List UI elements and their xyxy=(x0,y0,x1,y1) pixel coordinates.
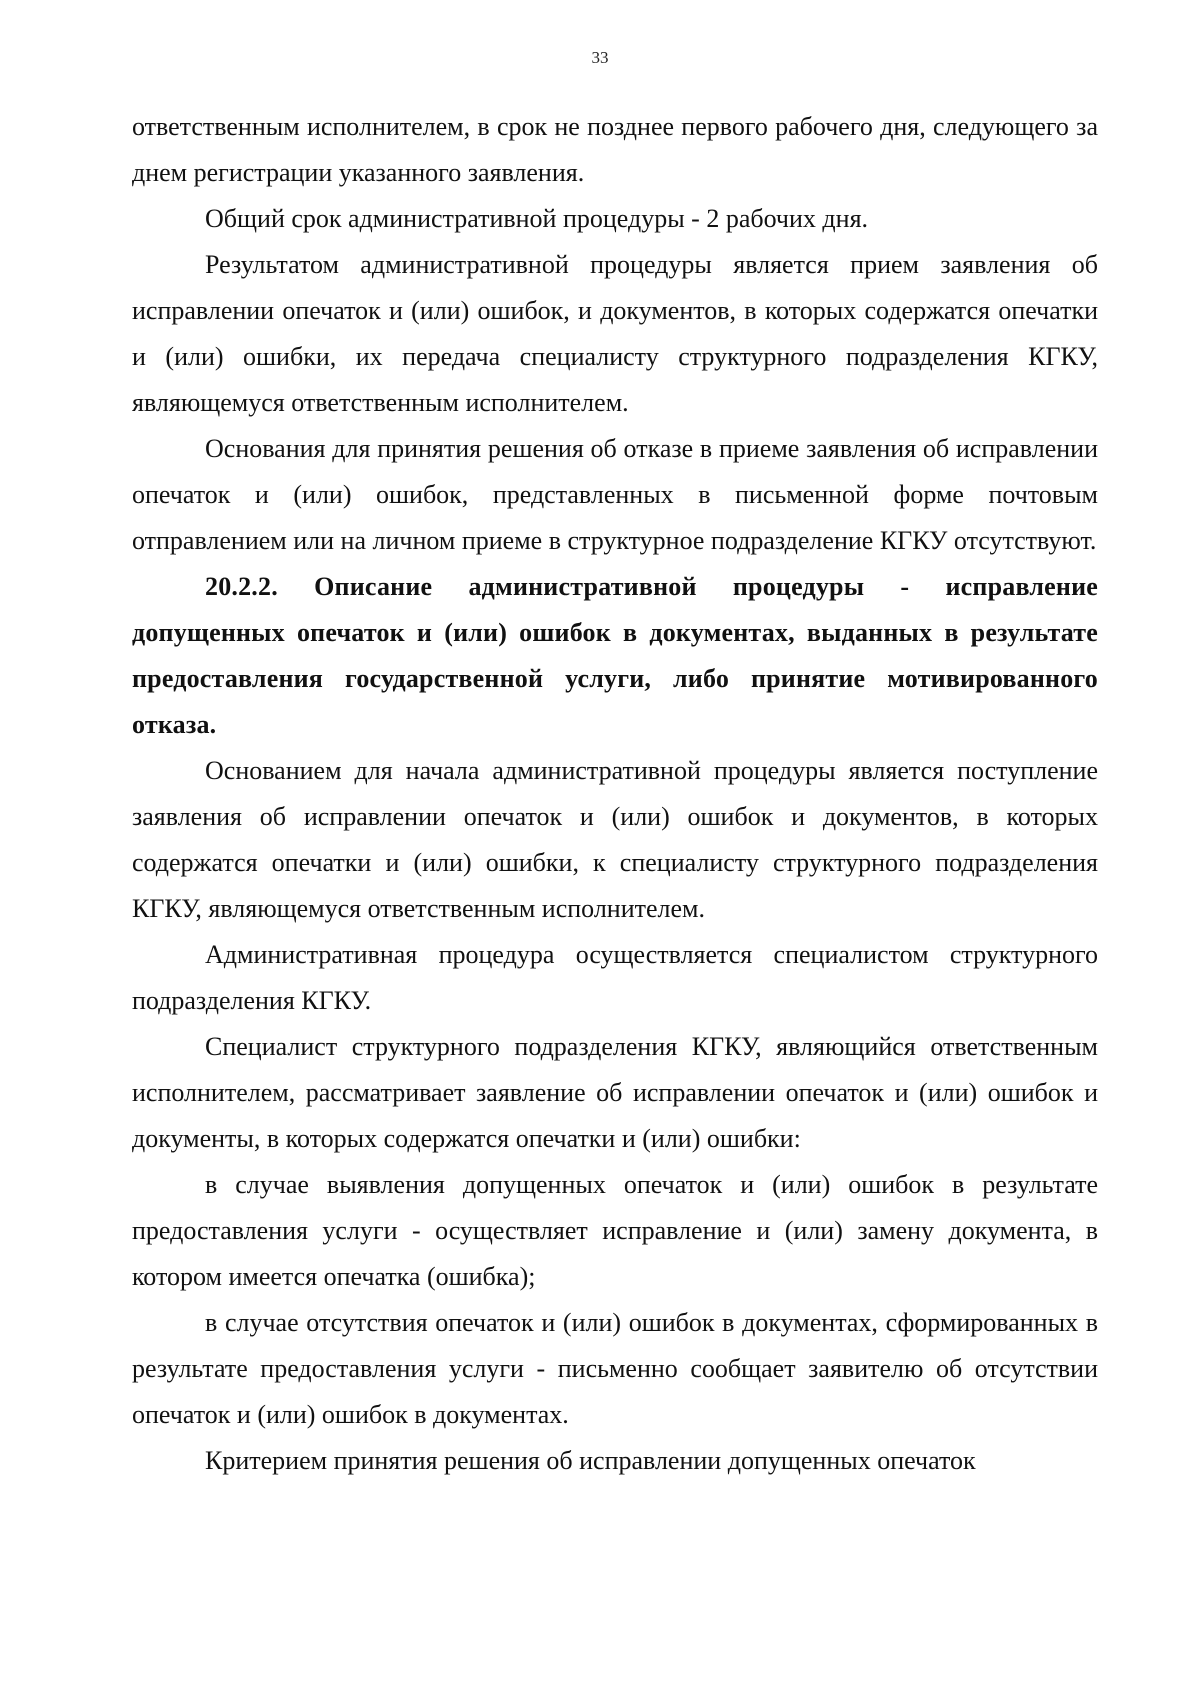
paragraph-refusal-grounds: Основания для принятия решения об отказе в приеме заявления об исправлении опечаток и (или) ошибок, представленных в письменной форме почтовым отправлением или на личном приеме в структурное подразделение КГКУ отсутствуют. xyxy=(132,434,1098,555)
section-heading: 20.2.2. Описание административной процедуры - исправление допущенных опечаток и (или) ошибок в документах, выданных в результате предоставления государственной услуги, либо принятие мотивированного отказа. xyxy=(132,572,1098,739)
paragraph-performer: Административная процедура осуществляется специалистом структурного подразделения КГКУ. xyxy=(132,940,1098,1015)
paragraph-basis: Основанием для начала административной процедуры является поступление заявления об исправлении опечаток и (или) ошибок и документов, в которых содержатся опечатки и (или) ошибки, к специалисту структурного подразделения КГКУ, являющемуся ответственным исполнителем. xyxy=(132,756,1098,923)
paragraph-errors-found: в случае выявления допущенных опечаток и (или) ошибок в результате предоставления услуги - осуществляет исправление и (или) замену документа, в котором имеется опечатка (ошибка); xyxy=(132,1170,1098,1291)
document-body xyxy=(132,104,1098,1484)
paragraph-continuation: ответственным исполнителем, в срок не позднее первого рабочего дня, следующего за днем регистрации указанного заявления. xyxy=(132,112,1098,187)
page-number: 33 xyxy=(591,48,609,67)
paragraph-no-errors: в случае отсутствия опечаток и (или) ошибок в документах, сформированных в результате предоставления услуги - письменно сообщает заявителю об отсутствии опечаток и (или) ошибок в документах. xyxy=(132,1308,1098,1429)
paragraph-result: Результатом административной процедуры является прием заявления об исправлении опечаток и (или) ошибок, и документов, в которых содержатся опечатки и (или) ошибки, их передача специалисту структурного подразделения КГКУ, являющемуся ответственным исполнителем. xyxy=(132,250,1098,417)
paragraph-specialist-review: Специалист структурного подразделения КГКУ, являющийся ответственным исполнителем, рассматривает заявление об исправлении опечаток и (или) ошибок и документы, в которых содержатся опечатки и (или) ошибки: xyxy=(132,1032,1098,1153)
paragraph-criterion: Критерием принятия решения об исправлении допущенных опечаток xyxy=(205,1446,976,1475)
paragraph-total-term: Общий срок административной процедуры - 2 рабочих дня. xyxy=(205,204,869,233)
